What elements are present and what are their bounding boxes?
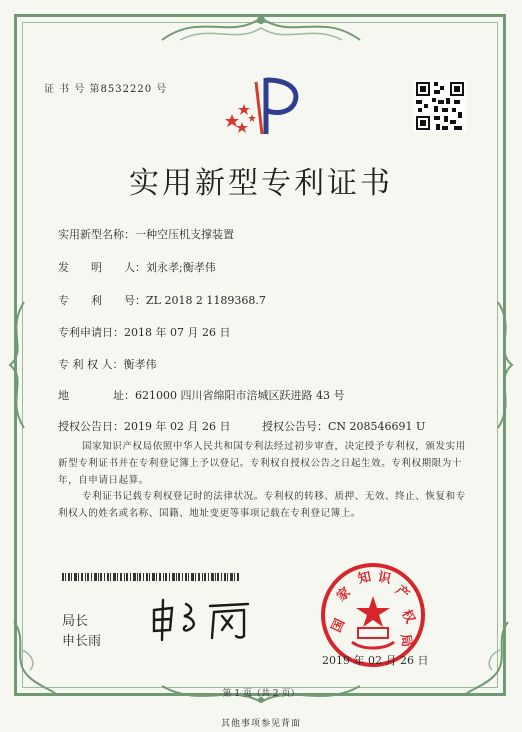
field-utility-name <box>58 226 234 242</box>
director-title: 局长 <box>62 614 89 629</box>
field-grant-date <box>58 418 230 434</box>
patent-office-emblem-icon <box>222 74 304 138</box>
field-label: 专 利 号： <box>58 294 146 307</box>
field-label: 授权公告号： <box>262 420 328 433</box>
field-label: 授权公告日： <box>58 420 124 433</box>
field-label: 专利申请日： <box>58 326 124 339</box>
field-label: 实用新型名称： <box>58 228 135 241</box>
field-label: 专 利 权 人： <box>58 358 124 371</box>
filing-date-value: 2018 年 07 月 26 日 <box>124 326 231 339</box>
grant-statement: 国家知识产权局依照中华人民共和国专利法经过初步审查，决定授予专利权，颁发实用新型专利证书并在专利登记簿上予以登记。专利权自授权公告之日起生效。专利权期限为十年，自申请日起算。 <box>58 441 466 486</box>
svg-text:识: 识 <box>376 569 393 588</box>
patent-number-value: ZL 2018 2 1189368.7 <box>146 294 266 307</box>
field-label: 地 址： <box>58 389 135 402</box>
field-patent-number <box>58 292 266 308</box>
certificate-title: 实用新型专利证书 <box>129 166 393 201</box>
svg-text:知: 知 <box>356 569 373 588</box>
seal-date: 2019 年 02 月 26 日 <box>322 654 429 667</box>
field-address <box>58 387 344 403</box>
address-value: 621000 四川省绵阳市涪城区跃进路 43 号 <box>135 389 345 402</box>
svg-text:权: 权 <box>398 607 418 626</box>
left-ornament <box>4 300 30 430</box>
barcode-icon <box>62 573 240 581</box>
grant-date-value: 2019 年 02 月 26 日 <box>124 420 231 433</box>
legal-status-statement: 专利证书记载专利权登记时的法律状况。专利权的转移、质押、无效、终止、恢复和专利权人的姓名或名称、国籍、地址变更等事项记载在专利登记簿上。 <box>58 491 466 519</box>
certificate-number: 证 书 号 第8532220 号 <box>44 84 168 95</box>
right-ornament <box>492 300 518 430</box>
corner-ornament-bl <box>8 620 58 696</box>
footer-note: 其他事项参见背面 <box>220 719 301 729</box>
svg-text:局: 局 <box>397 633 414 649</box>
grant-number-value: CN 208546691 U <box>328 420 426 433</box>
inventor-value: 刘永孝;衡孝伟 <box>146 261 216 274</box>
field-inventor <box>58 259 216 275</box>
corner-ornament-br <box>464 620 514 696</box>
field-patentee <box>58 356 157 372</box>
handwritten-signature <box>148 598 258 642</box>
qr-code-icon <box>414 80 466 132</box>
director-name: 申长雨 <box>62 634 102 649</box>
field-label: 发 明 人： <box>58 261 146 274</box>
field-grant-number <box>262 418 425 434</box>
top-ornament <box>160 10 362 50</box>
patentee-value: 衡孝伟 <box>123 358 157 371</box>
svg-text:国: 国 <box>329 616 349 635</box>
svg-text:家: 家 <box>334 584 354 605</box>
svg-text:产: 产 <box>392 582 412 603</box>
page-number: 第 1 页（共 2 页） <box>222 689 300 699</box>
field-filing-date <box>58 324 230 340</box>
utility-name-value: 一种空压机支撑装置 <box>135 228 234 241</box>
